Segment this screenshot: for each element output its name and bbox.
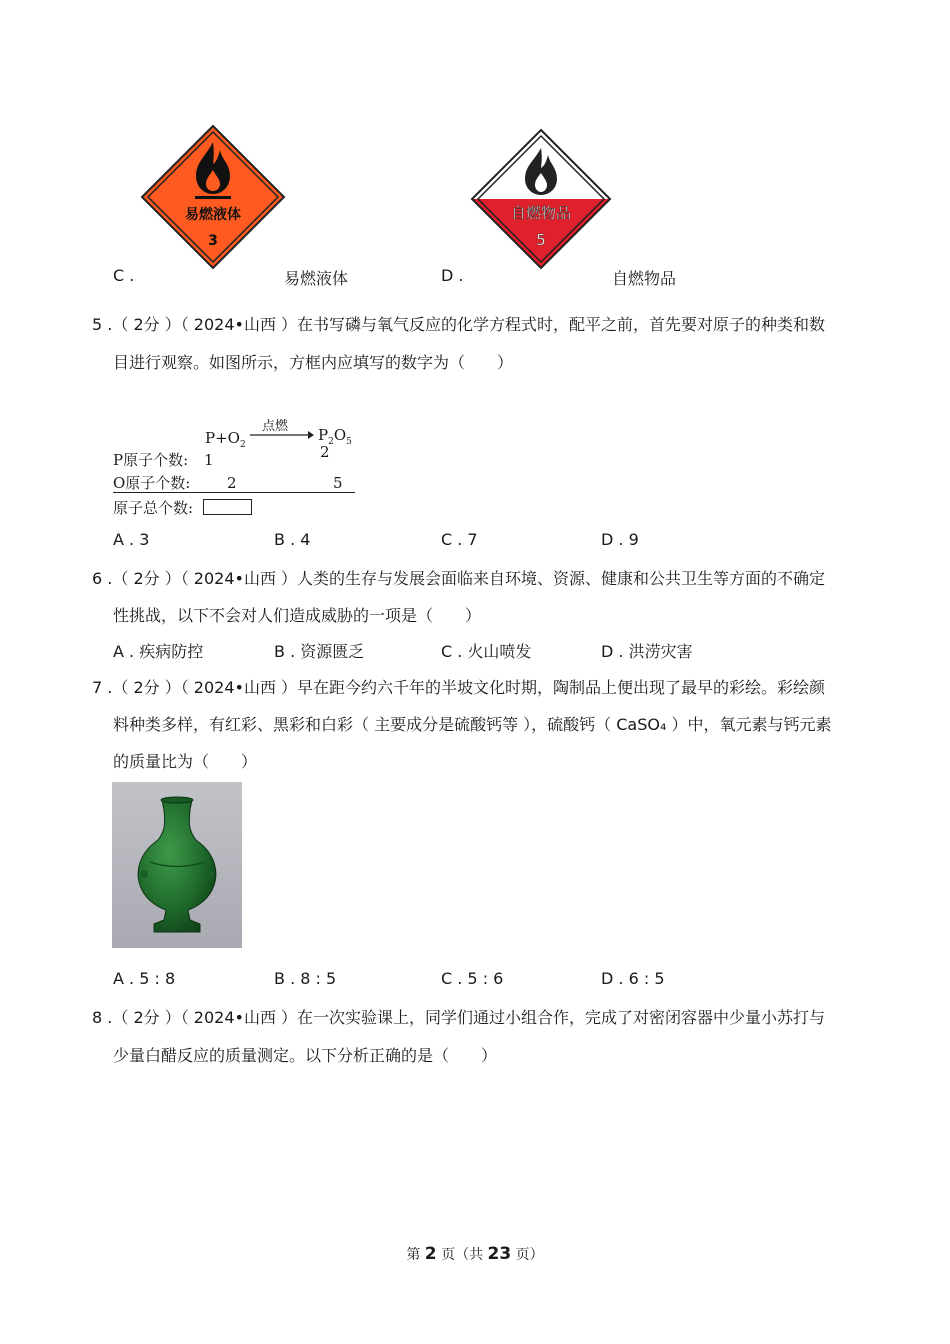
page-footer: 第 2 页（共 23 页） — [406, 1244, 544, 1264]
q7-stem-line3: 的质量比为（ ） — [113, 752, 258, 771]
q5-option-d: D . 9 — [601, 530, 639, 549]
p-atom-right: 2 — [320, 443, 330, 461]
sign-c-number: 3 — [208, 233, 218, 249]
reactants: $P+O_2$ — [205, 429, 246, 450]
q6-stem-line1: 6 .（ 2分 ）（ 2024•山西 ）人类的生存与发展会面临来自环境、资源、健康和公共卫生等方面的不确定 — [92, 569, 826, 588]
q6-option-c: C . 火山喷发 — [441, 642, 532, 661]
total-atom-label: 原子总个数: — [113, 499, 194, 517]
o-atom-right: 5 — [333, 474, 343, 492]
q5-stem-line1: 5 .（ 2分 ）（ 2024•山西 ）在书写磷与氧气反应的化学方程式时，配平之前，首先要对原子的种类和数 — [92, 315, 826, 334]
option-d-caption: 自燃物品 — [612, 269, 677, 288]
total-page-count: 23 — [487, 1244, 512, 1264]
q5-stem-line2: 目进行观察。如图所示，方框内应填写的数字为（ ） — [113, 353, 514, 372]
option-c-caption: 易燃液体 — [284, 269, 349, 288]
reaction-condition: 点燃 — [262, 419, 289, 434]
green-glazed-vase-photo — [112, 782, 242, 948]
q5-option-b: B . 4 — [274, 530, 311, 549]
sign-c-text: 易燃液体 — [185, 207, 241, 223]
q8-stem-line1: 8 .（ 2分 ）（ 2024•山西 ）在一次实验课上，同学们通过小组合作，完成了对密闭容器中少量小苏打与 — [92, 1008, 826, 1027]
current-page-number: 2 — [424, 1244, 437, 1264]
sign-d-number: 5 — [536, 231, 546, 249]
q5-equation-diagram — [110, 412, 360, 522]
q5-option-a: A . 3 — [113, 530, 150, 549]
q7-stem-line1: 7 .（ 2分 ）（ 2024•山西 ）早在距今约六千年的半坡文化时期，陶制品上便出现了最早的彩绘。彩绘颜 — [92, 678, 826, 697]
p-atom-label: P原子个数: — [113, 451, 189, 469]
q6-option-d: D . 洪涝灾害 — [601, 642, 693, 661]
q7-stem-line2: 料种类多样，有红彩、黑彩和白彩（ 主要成分是硫酸钙等 ），硫酸钙（ CaSO₄ ）中，氧元素与钙元素 — [113, 715, 832, 734]
p-atom-left: 1 — [204, 451, 214, 469]
q5-option-c: C . 7 — [441, 530, 478, 549]
reaction-arrow — [250, 430, 314, 440]
q8-stem-line2: 少量白醋反应的质量测定。以下分析正确的是（ ） — [113, 1046, 498, 1065]
flammable-liquid-sign — [140, 124, 286, 270]
q7-option-b: B . 8 : 5 — [274, 969, 337, 988]
sign-d-text: 自燃物品 — [510, 204, 572, 222]
o-atom-left: 2 — [227, 474, 237, 492]
q7-option-a: A . 5 : 8 — [113, 969, 176, 988]
q6-stem-line2: 性挑战，以下不会对人们造成威胁的一项是（ ） — [113, 606, 482, 625]
spontaneous-combustion-sign — [470, 128, 612, 270]
answer-box — [203, 499, 252, 515]
q6-option-a: A . 疾病防控 — [113, 642, 204, 661]
q7-option-d: D . 6 : 5 — [601, 969, 665, 988]
divider — [113, 492, 355, 493]
option-d-letter: D . — [441, 266, 464, 285]
q6-option-b: B . 资源匮乏 — [274, 642, 365, 661]
product: $P_2O_5$ — [318, 426, 352, 447]
option-c-letter: C . — [113, 266, 135, 285]
o-atom-label: O原子个数: — [113, 474, 191, 492]
q7-option-c: C . 5 : 6 — [441, 969, 504, 988]
